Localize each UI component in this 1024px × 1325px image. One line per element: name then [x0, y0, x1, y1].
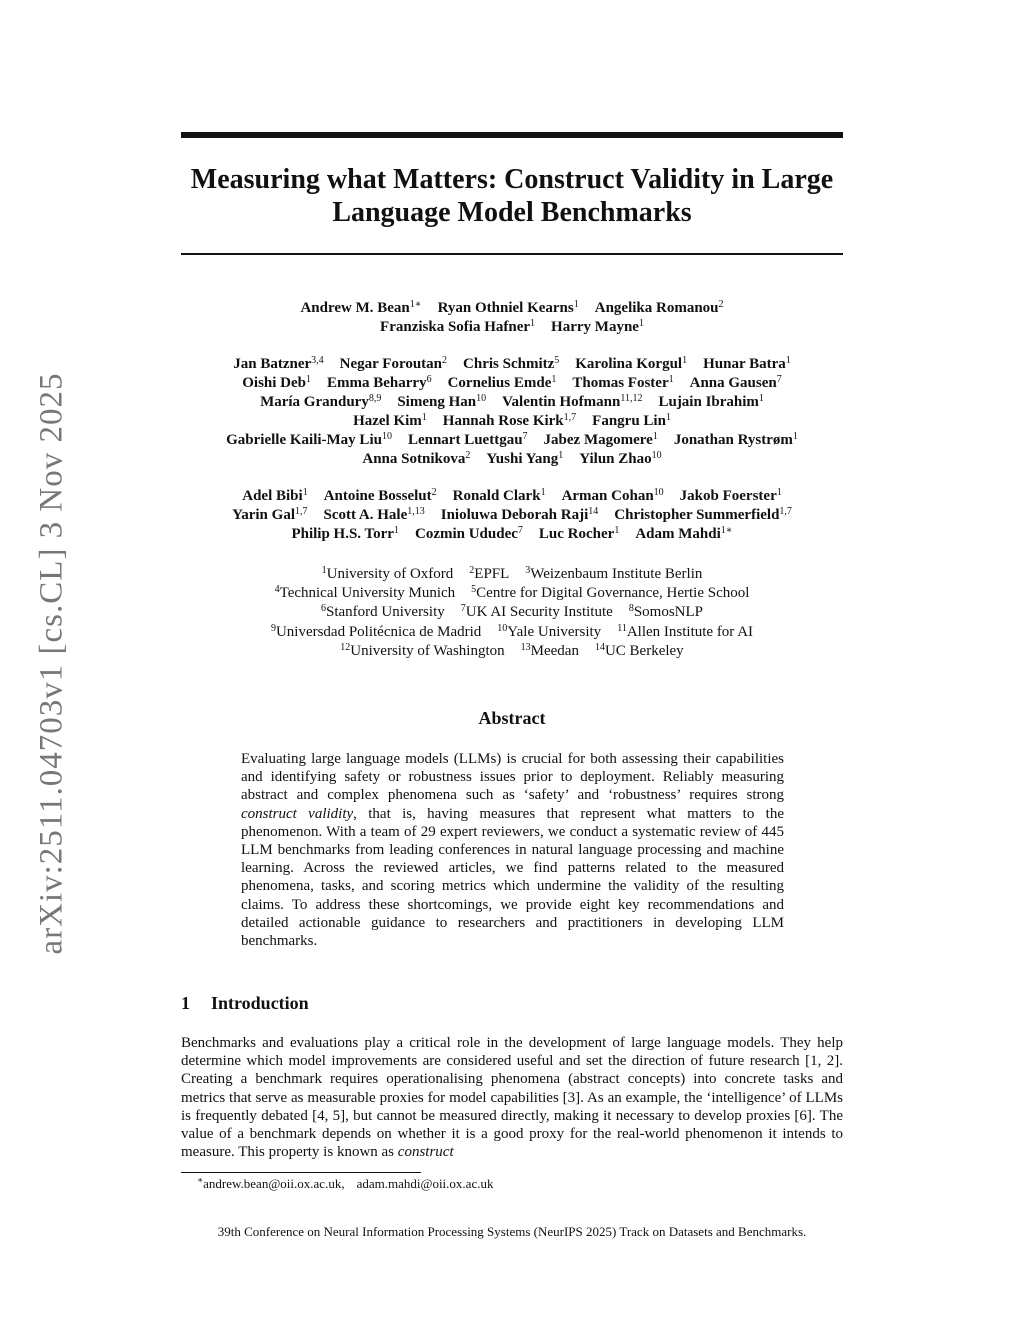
- affiliation-line: [181, 623, 843, 642]
- affiliation-line: [181, 565, 843, 584]
- author-line: [181, 355, 843, 374]
- author-name: Andrew M. Bean$^{1∗}$: [300, 299, 422, 316]
- author-group-1: [181, 299, 843, 337]
- author-name: Karolina Korgul$^1$: [575, 355, 688, 372]
- author-name: Franziska Sofia Hafner$^1$: [380, 318, 536, 335]
- author-name: Philip H.S. Torr$^1$: [291, 525, 399, 542]
- author-line: [181, 525, 843, 544]
- author-name: Harry Mayne$^1$: [551, 318, 644, 335]
- affiliation: $^6$Stanford University: [321, 603, 445, 621]
- footnote-rule: [181, 1172, 421, 1173]
- author-name: Emma Beharry$^6$: [327, 374, 432, 391]
- author-name: María Grandury$^{8,9}$: [260, 393, 382, 410]
- author-line: [181, 299, 843, 318]
- title-top-rule: [181, 132, 843, 138]
- author-name: Adam Mahdi$^{1∗}$: [635, 525, 733, 542]
- author-name: Hazel Kim$^1$: [353, 412, 427, 429]
- affiliation-block: [181, 565, 843, 661]
- affiliation: $^5$Centre for Digital Governance, Hertie School: [471, 584, 750, 602]
- affiliation: $^9$Universdad Politécnica de Madrid: [270, 622, 482, 640]
- affiliation-line: [181, 584, 843, 603]
- section-number: 1: [181, 993, 190, 1013]
- author-line: [181, 487, 843, 506]
- arxiv-id: arXiv:2511.04703v1 [cs.CL] 3 Nov 2025: [33, 371, 70, 955]
- author-name: Adel Bibi$^1$: [242, 487, 308, 504]
- abstract-text-part1: Evaluating large language models (LLMs) is crucial for both assessing their capabilities and identifying safety or robustness issues prior to deployment. Reliably measuring abstract and complex phenomena such as ‘safety’ and ‘robustness’ requires strong: [241, 751, 784, 804]
- author-name: Antoine Bosselut$^2$: [323, 487, 437, 504]
- affiliation-line: [181, 642, 843, 661]
- affiliation: $^{14}$UC Berkeley: [594, 641, 684, 659]
- venue-footer: 39th Conference on Neural Information Processing Systems (NeurIPS 2025) Track on Datasets and Benchmarks.: [217, 1224, 807, 1239]
- affiliation: $^7$UK AI Security Institute: [460, 603, 613, 621]
- author-line: [181, 450, 843, 469]
- author-name: Oishi Deb$^1$: [242, 374, 312, 391]
- footnote-email-1: andrew.bean@oii.ox.ac.uk,: [203, 1176, 345, 1191]
- author-name: Angelika Romanou$^2$: [594, 299, 724, 316]
- author-name: Chris Schmitz$^5$: [463, 355, 560, 372]
- affiliation: $^3$Weizenbaum Institute Berlin: [525, 565, 703, 582]
- author-name: Hunar Batra$^1$: [703, 355, 791, 372]
- affiliation: $^4$Technical University Munich: [274, 584, 456, 602]
- author-line: [181, 393, 843, 412]
- author-line: [181, 506, 843, 525]
- abstract-text: [241, 750, 784, 950]
- abstract-text-part2: , that is, having measures that represent what matters to the phenomenon. With a team of 29 expert reviewers, we conduct a systematic review of 445 LLM benchmarks from leading conferences in natural language processing and machine learning. Across the reviewed articles, we find patterns related to the measured phenomena, tasks, and scoring metrics which undermine the validity of the resulting claims. To address these shortcomings, we provide eight key recommendations and detailed actionable guidance to researchers and practitioners in developing LLM benchmarks.: [241, 805, 784, 950]
- footnote-marker: ∗: [197, 1175, 204, 1185]
- author-name: Hannah Rose Kirk$^{1,7}$: [442, 412, 577, 429]
- abstract-heading: Abstract: [478, 708, 546, 728]
- abstract-emphasis: construct validity: [241, 805, 354, 822]
- paper-title: Measuring what Matters: Construct Validity in Large Language Model Benchmarks: [190, 164, 834, 228]
- affiliation: $^1$University of Oxford: [321, 565, 454, 582]
- author-name: Yarin Gal$^{1,7}$: [232, 506, 308, 523]
- author-name: Yushi Yang$^1$: [486, 450, 564, 467]
- author-block: [181, 299, 843, 562]
- author-line: [181, 318, 843, 337]
- arxiv-watermark: [33, 371, 70, 955]
- title-bottom-rule: [181, 253, 843, 255]
- introduction-body: Benchmarks and evaluations play a critical role in the development of large language models. They help determine which model improvements are considered useful and set the direction of future research [1, 2]. Creating a benchmark requires operationalising phenomena (abstract concepts) into concrete tasks and metrics that serve as measurable proxies for model capabilities [3]. As an example, the ‘intelligence’ of LLMs is frequently debated [4, 5], but cannot be measured directly, making it necessary to develop proxies [6]. The value of a benchmark depends on whether it is a good proxy for the real-world phenomenon it intends to measure. This property is known as: [181, 1035, 843, 1161]
- footnote: [197, 1176, 493, 1192]
- section-heading: [181, 993, 309, 1014]
- author-name: Anna Sotnikova$^2$: [362, 450, 471, 467]
- affiliation: $^2$EPFL: [469, 565, 510, 582]
- author-name: Cornelius Emde$^1$: [447, 374, 557, 391]
- author-name: Jonathan Rystrøm$^1$: [673, 431, 798, 448]
- author-name: Luc Rocher$^1$: [538, 525, 620, 542]
- affiliation: $^{13}$Meedan: [520, 641, 579, 659]
- affiliation: $^{10}$Yale University: [497, 622, 602, 640]
- affiliation: $^8$SomosNLP: [628, 603, 703, 621]
- author-line: [181, 412, 843, 431]
- author-name: Gabrielle Kaili-May Liu$^{10}$: [226, 431, 392, 448]
- author-name: Ronald Clark$^1$: [452, 487, 546, 504]
- author-group-3: [181, 487, 843, 544]
- author-name: Lujain Ibrahim$^1$: [658, 393, 764, 410]
- footnote-email-2: adam.mahdi@oii.ox.ac.uk: [356, 1176, 494, 1191]
- author-name: Cozmin Ududec$^7$: [414, 525, 523, 542]
- author-name: Jakob Foerster$^1$: [679, 487, 782, 504]
- author-name: Simeng Han$^{10}$: [397, 393, 487, 410]
- introduction-emphasis: construct: [397, 1144, 454, 1161]
- section-title: Introduction: [211, 993, 309, 1013]
- author-name: Fangru Lin$^1$: [592, 412, 671, 429]
- author-name: Yilun Zhao$^{10}$: [579, 450, 662, 467]
- author-name: Inioluwa Deborah Raji$^{14}$: [440, 506, 599, 523]
- author-line: [181, 374, 843, 393]
- affiliation: $^{11}$Allen Institute for AI: [617, 622, 754, 640]
- author-name: Negar Foroutan$^2$: [339, 355, 448, 372]
- author-name: Jan Batzner$^{3,4}$: [233, 355, 324, 372]
- author-name: Anna Gausen$^7$: [689, 374, 782, 391]
- author-name: Arman Cohan$^{10}$: [561, 487, 664, 504]
- author-name: Ryan Othniel Kearns$^1$: [437, 299, 579, 316]
- introduction-text: [181, 1034, 843, 1161]
- author-name: Christopher Summerfield$^{1,7}$: [614, 506, 792, 523]
- author-line: [181, 431, 843, 450]
- author-group-2: [181, 355, 843, 469]
- author-name: Valentin Hofmann$^{11,12}$: [502, 393, 643, 410]
- author-name: Scott A. Hale$^{1,13}$: [323, 506, 425, 523]
- affiliation: $^{12}$University of Washington: [340, 641, 505, 659]
- affiliation-line: [181, 603, 843, 622]
- author-name: Lennart Luettgau$^7$: [407, 431, 528, 448]
- author-name: Thomas Foster$^1$: [572, 374, 674, 391]
- author-name: Jabez Magomere$^1$: [543, 431, 658, 448]
